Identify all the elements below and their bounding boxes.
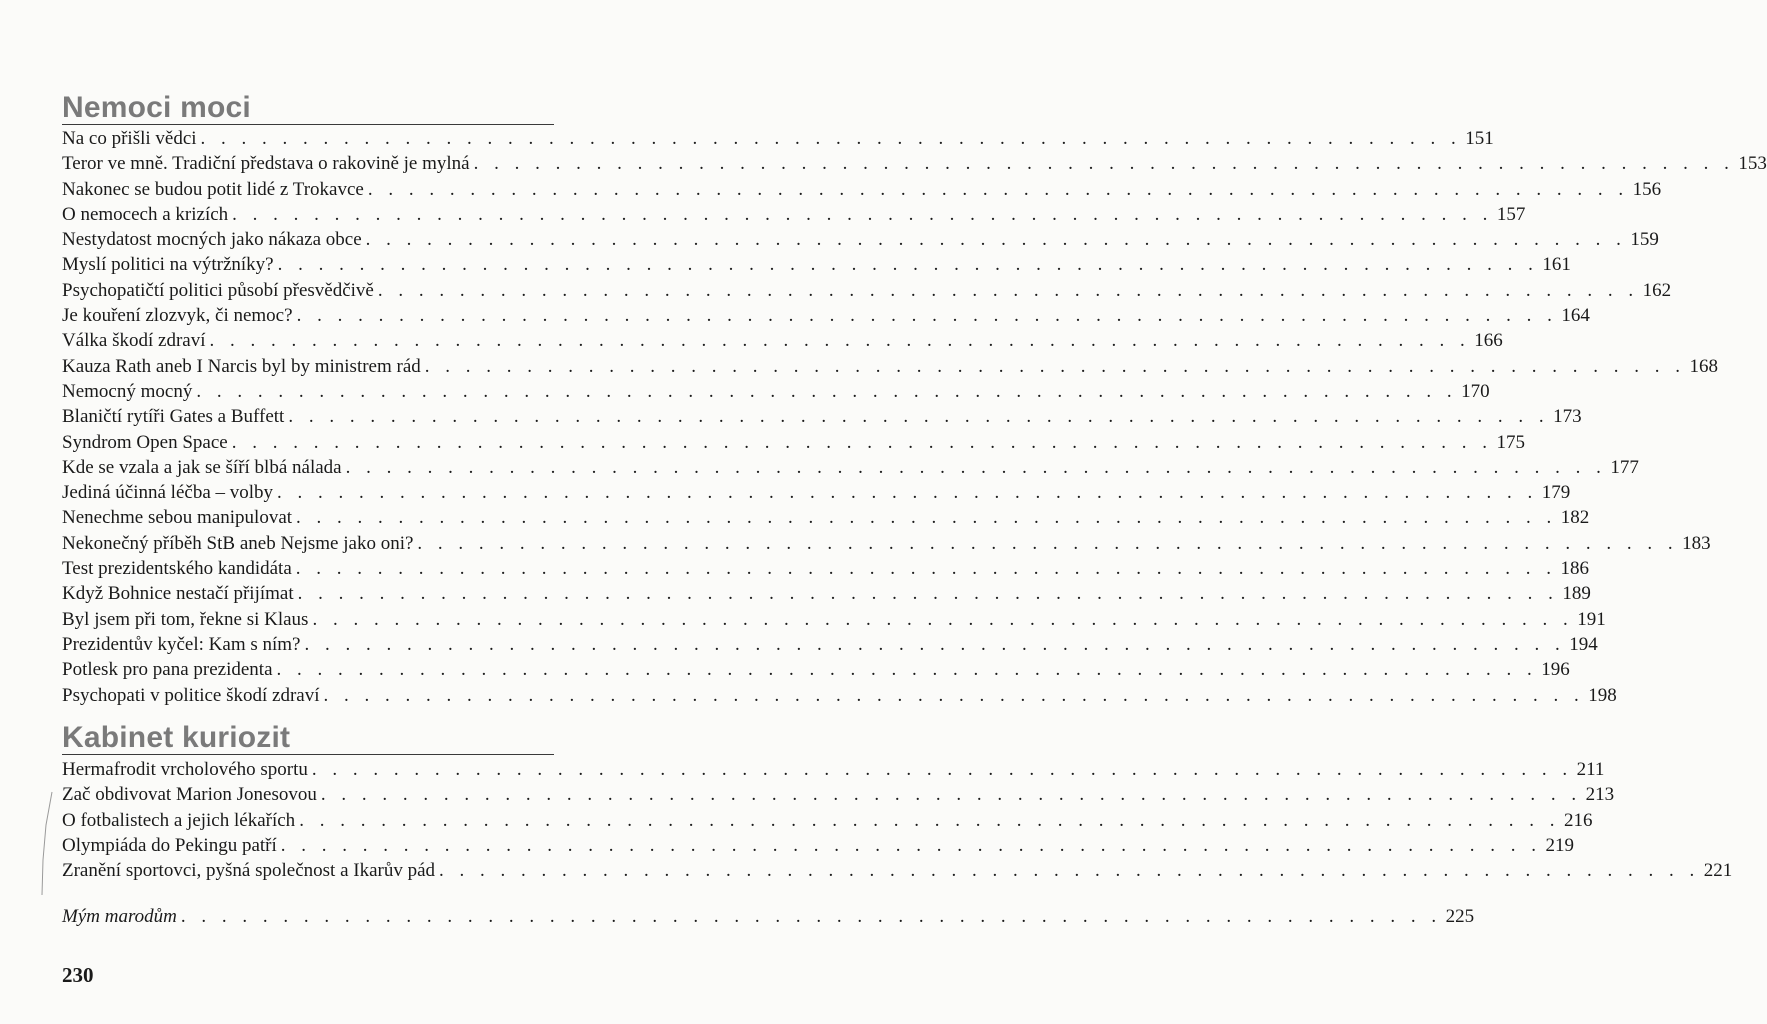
toc-entry[interactable]: [62, 657, 1570, 682]
dot-leader: . . . . . . . . . . . . . . . . . . . . . . . . . . . . . . . . . . . . . . . . . . . . . . . . . . . . . . . . . . . . . .: [196, 380, 1458, 402]
toc-entry-page: 194: [1569, 633, 1598, 655]
dot-leader: . . . . . . . . . . . . . . . . . . . . . . . . . . . . . . . . . . . . . . . . . . . . . . . . . . . . . . . . . . . . . .: [295, 558, 1557, 580]
dot-leader: . . . . . . . . . . . . . . . . . . . . . . . . . . . . . . . . . . . . . . . . . . . . . . . . . . . . . . . . . . . . . .: [320, 784, 1582, 806]
toc-entry-title: O nemocech a krizích: [62, 203, 229, 225]
toc-entry-title: Nakonec se budou potit lidé z Trokavce: [62, 178, 364, 200]
section-rule: [62, 124, 554, 125]
dot-leader: . . . . . . . . . . . . . . . . . . . . . . . . . . . . . . . . . . . . . . . . . . . . . . . . . . . . . . . . . . . . . .: [209, 330, 1471, 352]
toc-entry[interactable]: [62, 480, 1571, 505]
toc-entry-title: Kauza Rath aneb I Narcis byl by ministrem rád: [62, 355, 421, 377]
toc-list: [62, 126, 1767, 708]
dot-leader: . . . . . . . . . . . . . . . . . . . . . . . . . . . . . . . . . . . . . . . . . . . . . . . . . . . . . . . . . . . . . .: [439, 860, 1700, 882]
toc-entry-title: Nenechme sebou manipulovat: [62, 507, 293, 529]
toc-entry-title: Blaničtí rytíři Gates a Buffett: [62, 406, 285, 428]
toc-entry-title: Když Bohnice nestačí přijímat: [62, 583, 294, 605]
section-heading: Nemoci moci: [62, 91, 251, 124]
toc-entry[interactable]: [62, 151, 1767, 176]
toc-entry[interactable]: [62, 328, 1503, 353]
toc-entry-title: Prezidentův kyčel: Kam s ním?: [62, 633, 301, 655]
toc-entry[interactable]: [62, 303, 1590, 328]
toc-entry[interactable]: [62, 782, 1615, 807]
toc-entry-page: 189: [1562, 583, 1591, 605]
dot-leader: . . . . . . . . . . . . . . . . . . . . . . . . . . . . . . . . . . . . . . . . . . . . . . . . . . . . . . . . . . . . . .: [299, 809, 1560, 831]
toc-entry[interactable]: [62, 556, 1590, 581]
toc-entry[interactable]: [62, 607, 1606, 632]
dot-leader: . . . . . . . . . . . . . . . . . . . . . . . . . . . . . . . . . . . . . . . . . . . . . . . . . . . . . . . . . . . . . .: [232, 203, 1493, 225]
toc-entry-title: Válka škodí zdraví: [62, 330, 206, 352]
toc-entry-page: 179: [1541, 482, 1571, 504]
dot-leader: . . . . . . . . . . . . . . . . . . . . . . . . . . . . . . . . . . . . . . . . . . . . . . . . . . . . . . . . . . . . . .: [424, 355, 1686, 377]
toc-entry-page: 177: [1610, 456, 1639, 478]
toc-entry-page: 211: [1576, 759, 1605, 780]
toc-entry-title: Zač obdivovat Marion Jonesovou: [62, 784, 317, 806]
dot-leader: . . . . . . . . . . . . . . . . . . . . . . . . . . . . . . . . . . . . . . . . . . . . . . . . . . . . . . . . . . . . . .: [180, 906, 1442, 927]
toc-entry-page: 156: [1632, 178, 1662, 200]
toc-entry-page: 151: [1465, 128, 1494, 149]
dot-leader: . . . . . . . . . . . . . . . . . . . . . . . . . . . . . . . . . . . . . . . . . . . . . . . . . . . . . . . . . . . . . .: [231, 431, 1493, 453]
dot-leader: . . . . . . . . . . . . . . . . . . . . . . . . . . . . . . . . . . . . . . . . . . . . . . . . . . . . . . . . . . . . . .: [417, 532, 1679, 554]
toc-entry-page: 168: [1689, 355, 1719, 377]
toc-entry-title: Potlesk pro pana prezidenta: [62, 659, 273, 681]
page-number: 230: [62, 963, 94, 987]
toc-entry-page: 182: [1560, 507, 1590, 529]
toc-entry-page: 164: [1561, 305, 1590, 327]
toc-entry[interactable]: [62, 278, 1672, 303]
toc-entry-title: Nestydatost mocných jako nákaza obce: [62, 229, 362, 251]
dot-leader: . . . . . . . . . . . . . . . . . . . . . . . . . . . . . . . . . . . . . . . . . . . . . . . . . . . . . . . . . . . . . .: [296, 507, 1557, 529]
dot-leader: . . . . . . . . . . . . . . . . . . . . . . . . . . . . . . . . . . . . . . . . . . . . . . . . . . . . . . . . . . . . . .: [277, 482, 1538, 504]
toc-entry[interactable]: [62, 808, 1593, 833]
toc-entry[interactable]: [62, 858, 1733, 883]
toc-entry-page: 191: [1577, 608, 1606, 630]
toc-entry[interactable]: [62, 354, 1719, 379]
toc-entry-page: 221: [1703, 860, 1733, 882]
dot-leader: . . . . . . . . . . . . . . . . . . . . . . . . . . . . . . . . . . . . . . . . . . . . . . . . . . . . . . . . . . . . . .: [365, 229, 1627, 251]
section-rule: [62, 754, 554, 755]
toc-entry-title: O fotbalistech a jejich lékařích: [62, 809, 296, 831]
toc-entry-title: Mým marodům: [62, 906, 177, 927]
toc-entry-page: 196: [1541, 659, 1570, 681]
toc-entry[interactable]: [62, 455, 1639, 480]
toc-entry[interactable]: [62, 227, 1659, 252]
toc-entry[interactable]: [62, 430, 1525, 455]
toc-entry-title: Je kouření zlozvyk, či nemoc?: [62, 305, 293, 327]
toc-entry[interactable]: [62, 531, 1711, 556]
toc-entry-page: 186: [1560, 558, 1590, 580]
toc-entry[interactable]: [62, 581, 1591, 606]
toc-entry[interactable]: [62, 833, 1575, 858]
toc-entry[interactable]: [62, 505, 1590, 530]
dot-leader: . . . . . . . . . . . . . . . . . . . . . . . . . . . . . . . . . . . . . . . . . . . . . . . . . . . . . . . . . . . . . .: [276, 659, 1538, 681]
toc-entry-page: 159: [1630, 229, 1659, 251]
dot-leader: . . . . . . . . . . . . . . . . . . . . . . . . . . . . . . . . . . . . . . . . . . . . . . . . . . . . . . . . . . . . . .: [297, 583, 1559, 605]
dot-leader: . . . . . . . . . . . . . . . . . . . . . . . . . . . . . . . . . . . . . . . . . . . . . . . . . . . . . . . . . . . . . .: [296, 305, 1558, 327]
toc-entry-page: 166: [1474, 330, 1503, 352]
toc-entry-page: 183: [1682, 532, 1711, 554]
toc-entry-page: 153: [1738, 153, 1767, 175]
toc-entry-page: 173: [1553, 406, 1582, 428]
toc-entry-page: 170: [1461, 380, 1490, 402]
toc-entry-page: 198: [1588, 684, 1617, 706]
toc-entry[interactable]: [62, 202, 1526, 227]
toc-entry-title: Na co přišli vědci: [62, 128, 197, 149]
toc-entry-title: Psychopatičtí politici působí přesvědčivě: [62, 279, 374, 301]
toc-entry-closing[interactable]: [62, 904, 1475, 929]
toc-entry-title: Nemocný mocný: [62, 380, 193, 402]
toc-entry-title: Myslí politici na výtržníky?: [62, 254, 274, 276]
toc-entry-title: Test prezidentského kandidáta: [62, 558, 292, 580]
toc-entry[interactable]: [62, 126, 1494, 151]
pencil-mark: [40, 790, 54, 900]
toc-entry[interactable]: [62, 379, 1490, 404]
toc-entry-page: 161: [1542, 254, 1571, 276]
dot-leader: . . . . . . . . . . . . . . . . . . . . . . . . . . . . . . . . . . . . . . . . . . . . . . . . . . . . . . . . . . . . . .: [304, 633, 1566, 655]
toc-entry-page: 219: [1545, 834, 1575, 856]
toc-entry-title: Olympiáda do Pekingu patří: [62, 834, 277, 856]
dot-leader: . . . . . . . . . . . . . . . . . . . . . . . . . . . . . . . . . . . . . . . . . . . . . . . . . . . . . . . . . . . . . .: [323, 684, 1585, 706]
dot-leader: . . . . . . . . . . . . . . . . . . . . . . . . . . . . . . . . . . . . . . . . . . . . . . . . . . . . . . . . . . . . . .: [311, 759, 1573, 780]
toc-entry-page: 162: [1642, 279, 1672, 301]
dot-leader: . . . . . . . . . . . . . . . . . . . . . . . . . . . . . . . . . . . . . . . . . . . . . . . . . . . . . . . . . . . . . .: [312, 608, 1574, 630]
toc-entry-title: Kde se vzala a jak se šíří blbá nálada: [62, 456, 342, 478]
toc-entry-page: 213: [1585, 784, 1615, 806]
toc-entry[interactable]: [62, 683, 1617, 708]
dot-leader: . . . . . . . . . . . . . . . . . . . . . . . . . . . . . . . . . . . . . . . . . . . . . . . . . . . . . . . . . . . . . .: [345, 456, 1607, 478]
dot-leader: . . . . . . . . . . . . . . . . . . . . . . . . . . . . . . . . . . . . . . . . . . . . . . . . . . . . . . . . . . . . . .: [377, 279, 1639, 301]
toc-entry-page: 225: [1445, 906, 1475, 927]
toc-entry-title: Syndrom Open Space: [62, 431, 228, 453]
toc-entry[interactable]: [62, 632, 1598, 657]
toc-entry-title: Hermafrodit vrcholového sportu: [62, 759, 308, 780]
dot-leader: . . . . . . . . . . . . . . . . . . . . . . . . . . . . . . . . . . . . . . . . . . . . . . . . . . . . . . . . . . . . . .: [200, 128, 1462, 149]
toc-entry-title: Byl jsem při tom, řekne si Klaus: [62, 608, 309, 630]
toc-entry[interactable]: [62, 757, 1605, 782]
toc-entry-title: Teror ve mně. Tradiční představa o rakovině je mylná: [62, 153, 470, 175]
dot-leader: . . . . . . . . . . . . . . . . . . . . . . . . . . . . . . . . . . . . . . . . . . . . . . . . . . . . . . . . . . . . . .: [277, 254, 1539, 276]
toc-entry[interactable]: [62, 177, 1662, 202]
section-heading: Kabinet kuriozit: [62, 721, 291, 754]
toc-entry-title: Nekonečný příběh StB aneb Nejsme jako oni?: [62, 532, 414, 554]
toc-entry[interactable]: [62, 404, 1582, 429]
dot-leader: . . . . . . . . . . . . . . . . . . . . . . . . . . . . . . . . . . . . . . . . . . . . . . . . . . . . . . . . . . . . . .: [280, 834, 1542, 856]
toc-list: [62, 757, 1733, 883]
toc-entry-page: 175: [1496, 431, 1525, 453]
toc-entry-title: Psychopati v politice škodí zdraví: [62, 684, 320, 706]
toc-entry[interactable]: [62, 252, 1571, 277]
dot-leader: . . . . . . . . . . . . . . . . . . . . . . . . . . . . . . . . . . . . . . . . . . . . . . . . . . . . . . . . . . . . . .: [288, 406, 1550, 428]
toc-entry-title: Jediná účinná léčba – volby: [62, 482, 274, 504]
toc-entry-page: 216: [1563, 809, 1593, 831]
toc-entry-page: 157: [1496, 203, 1526, 225]
dot-leader: . . . . . . . . . . . . . . . . . . . . . . . . . . . . . . . . . . . . . . . . . . . . . . . . . . . . . . . . . . . . . .: [473, 153, 1735, 175]
toc-entry-title: Zranění sportovci, pyšná společnost a Ikarův pád: [62, 860, 436, 882]
dot-leader: . . . . . . . . . . . . . . . . . . . . . . . . . . . . . . . . . . . . . . . . . . . . . . . . . . . . . . . . . . . . . .: [367, 178, 1629, 200]
